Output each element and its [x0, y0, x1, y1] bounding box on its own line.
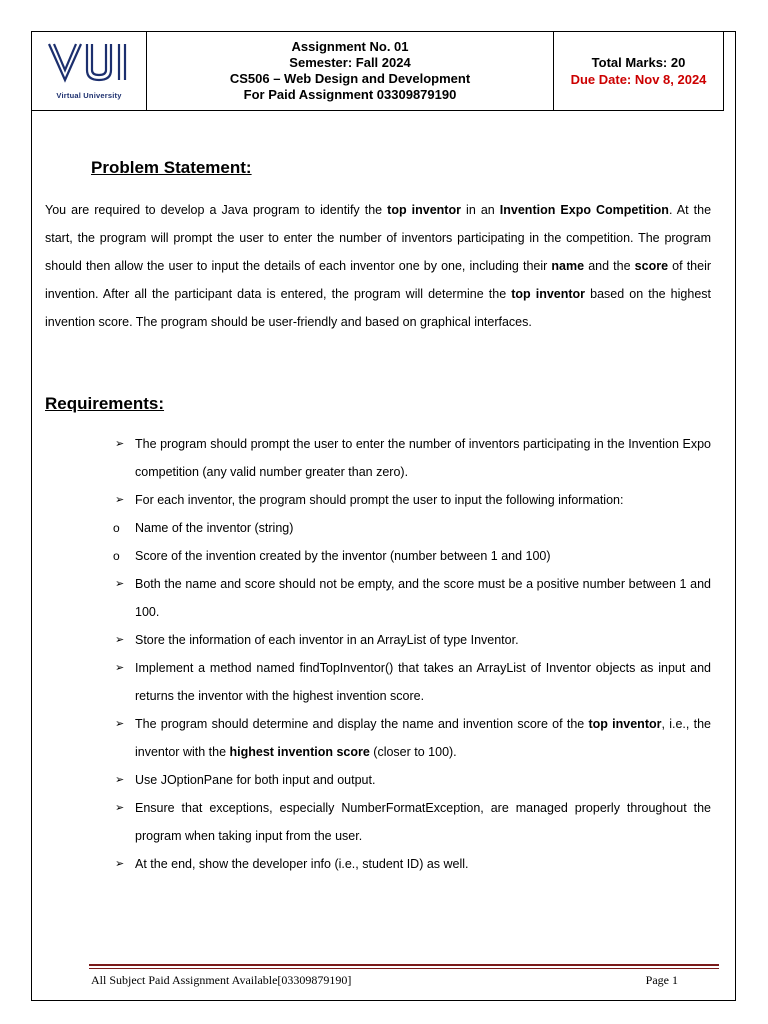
problem-bold-4: score: [634, 259, 669, 273]
requirement-item: [111, 766, 711, 794]
problem-bold-5: top inventor: [511, 287, 586, 301]
arrow-bullet-icon: ➢: [115, 662, 125, 674]
problem-text-3: . At the start, the program will prompt the user to enter the number of inventors participating in the competition. The program should then allow the user to input the details of each inventor one by one, including their: [45, 203, 712, 273]
requirement-item: [111, 486, 711, 514]
requirement-bold-a: top inventor: [588, 717, 662, 731]
problem-text-6: based on the highest invention score. The program should be user-friendly and based on graphical interfaces.: [45, 287, 711, 329]
requirement-text: Store the information of each inventor in an ArrayList of type Inventor.: [135, 633, 519, 647]
requirement-text-b: , i.e., the inventor with the: [135, 717, 711, 759]
problem-statement-heading: Problem Statement:: [91, 158, 252, 177]
problem-text-2: in an: [460, 203, 500, 217]
due-date: Due Date: Nov 8, 2024: [570, 72, 707, 87]
course-title: CS506 – Web Design and Development: [229, 71, 471, 86]
requirement-text: The program should prompt the user to enter the number of inventors participating in the Invention Expo competition (any valid number greater than zero).: [135, 437, 711, 479]
problem-bold-3: name: [551, 259, 585, 273]
arrow-bullet-icon: ➢: [115, 634, 125, 646]
requirement-subitem: [111, 542, 711, 570]
problem-text-5: of their invention. After all the participant data is entered, the program will determine the: [45, 259, 712, 301]
requirement-item: [111, 850, 711, 878]
vu-logo: [39, 34, 139, 104]
logo-cell: [32, 32, 147, 111]
requirement-item: [111, 430, 711, 486]
requirements-heading: Requirements:: [45, 394, 165, 413]
requirement-item: [111, 570, 711, 626]
arrow-bullet-icon: ➢: [115, 718, 125, 730]
logo-text: Virtual University: [56, 90, 122, 100]
problem-statement-text: [45, 196, 711, 336]
page-number: Page 1: [645, 973, 678, 987]
requirement-text: Implement a method named findTopInventor() that takes an ArrayList of Inventor objects as input and returns the inventor with the highest invention score.: [135, 661, 711, 703]
marks-cell: [554, 32, 724, 111]
requirement-bold-b: highest invention score: [229, 745, 370, 759]
arrow-bullet-icon: ➢: [115, 438, 125, 450]
semester: Semester: Fall 2024: [289, 55, 411, 70]
arrow-bullet-icon: ➢: [115, 858, 125, 870]
problem-bold-1: top inventor: [387, 203, 461, 217]
requirement-text: Name of the inventor (string): [135, 521, 294, 535]
requirement-text-a: The program should determine and display the name and invention score of the: [135, 717, 589, 731]
requirement-item: [111, 654, 711, 710]
requirement-text: For each inventor, the program should prompt the user to input the following information:: [135, 493, 624, 507]
requirement-text: Score of the invention created by the inventor (number between 1 and 100): [135, 549, 551, 563]
requirement-subitem: [111, 514, 711, 542]
arrow-bullet-icon: ➢: [115, 494, 125, 506]
arrow-bullet-icon: ➢: [115, 578, 125, 590]
circle-bullet-icon: o: [113, 549, 120, 563]
total-marks: Total Marks: 20: [591, 55, 686, 70]
circle-bullet-icon: o: [113, 521, 120, 535]
arrow-bullet-icon: ➢: [115, 774, 125, 786]
requirement-text: Both the name and score should not be empty, and the score must be a positive number between 1 and 100.: [135, 577, 711, 619]
assignment-header: [31, 31, 724, 111]
requirement-item: [111, 794, 711, 850]
requirement-item: [111, 710, 711, 766]
requirement-text: Use JOptionPane for both input and output.: [135, 773, 376, 787]
requirement-text-c: (closer to 100).: [369, 745, 457, 759]
assignment-info-cell: [147, 32, 554, 111]
requirement-item: [111, 626, 711, 654]
arrow-bullet-icon: ➢: [115, 802, 125, 814]
problem-bold-2: Invention Expo Competition: [499, 203, 669, 217]
problem-text-1: You are required to develop a Java program to identify the: [45, 203, 388, 217]
footer-rule: [89, 964, 719, 966]
assignment-number: Assignment No. 01: [291, 39, 409, 54]
requirement-text: Ensure that exceptions, especially NumberFormatException, are managed properly throughout the program when taking input from the user.: [135, 801, 711, 843]
paid-assignment-line: For Paid Assignment 03309879190: [243, 87, 457, 102]
vu-logo-icon: [45, 40, 133, 84]
problem-text-4: and the: [584, 259, 635, 273]
requirements-list: [111, 430, 711, 878]
footer-text: All Subject Paid Assignment Available[03309879190]: [91, 973, 352, 987]
footer-rule-thin: [89, 968, 719, 969]
requirement-text: At the end, show the developer info (i.e., student ID) as well.: [135, 857, 469, 871]
